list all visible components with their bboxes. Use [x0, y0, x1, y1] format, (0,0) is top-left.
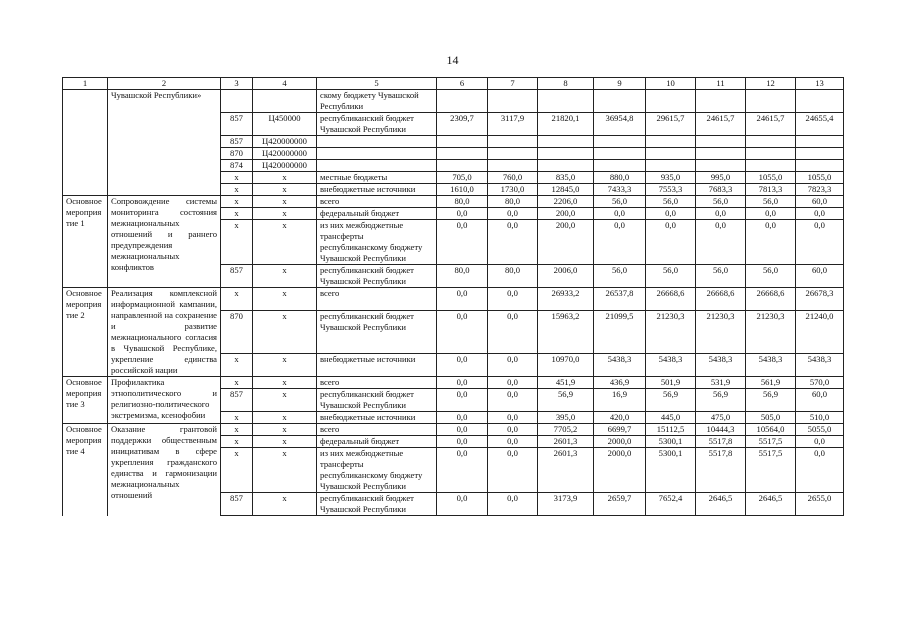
administrator-code: 857: [221, 389, 253, 412]
year-value: 0,0: [488, 220, 538, 265]
activity-name: Основное мероприятие 4: [63, 424, 108, 516]
year-value: 0,0: [437, 424, 488, 436]
year-value: 2000,0: [594, 436, 646, 448]
page-number: 14: [446, 53, 459, 67]
activity-description: Сопровождение системы мониторинга состояния межнациональных отношений и раннего предупреждения межнациональных конфликтов: [108, 196, 221, 288]
funding-source: республиканский бюджет Чувашской Республики: [317, 310, 437, 354]
year-value: [488, 160, 538, 172]
funding-source: всего: [317, 377, 437, 389]
year-value: 0,0: [646, 208, 696, 220]
year-value: 501,9: [646, 377, 696, 389]
year-value: 2601,3: [538, 448, 594, 493]
year-value: 21240,0: [796, 310, 844, 354]
year-value: [796, 90, 844, 113]
year-value: 1055,0: [796, 172, 844, 184]
year-value: 80,0: [488, 265, 538, 288]
year-value: 995,0: [696, 172, 746, 184]
administrator-code: [221, 90, 253, 113]
year-value: [746, 90, 796, 113]
administrator-code: х: [221, 377, 253, 389]
year-value: 60,0: [796, 265, 844, 288]
year-value: 7652,4: [646, 493, 696, 516]
year-value: 5438,3: [646, 354, 696, 377]
year-value: 5517,5: [746, 436, 796, 448]
year-value: 56,9: [746, 389, 796, 412]
year-value: [646, 160, 696, 172]
activity-description: Реализация комплексной информационной кампании, направленной на сохранение и развитие межнационального согласия в Чувашской Республике, укрепление единства российской нации: [108, 288, 221, 377]
administrator-code: х: [221, 184, 253, 196]
column-header: 11: [696, 78, 746, 90]
year-value: [646, 136, 696, 148]
year-value: [646, 148, 696, 160]
year-value: 7553,3: [646, 184, 696, 196]
year-value: 6699,7: [594, 424, 646, 436]
year-value: 0,0: [796, 448, 844, 493]
year-value: 880,0: [594, 172, 646, 184]
year-value: 26668,6: [746, 288, 796, 311]
year-value: 0,0: [437, 220, 488, 265]
year-value: 5517,8: [696, 436, 746, 448]
year-value: 0,0: [437, 493, 488, 516]
year-value: [594, 148, 646, 160]
year-value: 56,0: [646, 265, 696, 288]
year-value: 0,0: [696, 208, 746, 220]
administrator-code: 857: [221, 493, 253, 516]
year-value: 21820,1: [538, 113, 594, 136]
administrator-code: х: [221, 172, 253, 184]
year-value: 80,0: [437, 265, 488, 288]
year-value: 2655,0: [796, 493, 844, 516]
year-value: 0,0: [437, 354, 488, 377]
funding-source: внебюджетные источники: [317, 412, 437, 424]
year-value: 0,0: [437, 208, 488, 220]
year-value: 0,0: [437, 310, 488, 354]
table-row: [63, 196, 844, 208]
administrator-code: х: [221, 208, 253, 220]
year-value: 2000,0: [594, 448, 646, 493]
year-value: [538, 90, 594, 113]
year-value: 5438,3: [696, 354, 746, 377]
year-value: 5517,5: [746, 448, 796, 493]
funding-source: республиканский бюджет Чувашской Республики: [317, 389, 437, 412]
year-value: 56,9: [646, 389, 696, 412]
year-value: 0,0: [437, 389, 488, 412]
target-code: [253, 90, 317, 113]
year-value: 60,0: [796, 196, 844, 208]
year-value: 10970,0: [538, 354, 594, 377]
administrator-code: х: [221, 196, 253, 208]
funding-source: местные бюджеты: [317, 172, 437, 184]
year-value: 80,0: [437, 196, 488, 208]
year-value: 570,0: [796, 377, 844, 389]
year-value: 0,0: [594, 220, 646, 265]
year-value: 56,0: [696, 265, 746, 288]
year-value: 29615,7: [646, 113, 696, 136]
administrator-code: х: [221, 220, 253, 265]
year-value: 510,0: [796, 412, 844, 424]
year-value: 26537,8: [594, 288, 646, 311]
funding-source: [317, 136, 437, 148]
administrator-code: х: [221, 412, 253, 424]
column-header: 12: [746, 78, 796, 90]
year-value: 0,0: [646, 220, 696, 265]
year-value: [538, 160, 594, 172]
funding-source: всего: [317, 288, 437, 311]
column-header: 1: [63, 78, 108, 90]
administrator-code: 857: [221, 113, 253, 136]
activity-name: Основное мероприятие 2: [63, 288, 108, 377]
year-value: 7433,3: [594, 184, 646, 196]
year-value: [437, 148, 488, 160]
activity-name: Основное мероприятие 1: [63, 196, 108, 288]
column-header: 10: [646, 78, 696, 90]
year-value: 21099,5: [594, 310, 646, 354]
year-value: 26668,6: [696, 288, 746, 311]
year-value: 0,0: [488, 412, 538, 424]
table-row: [63, 424, 844, 436]
year-value: [437, 160, 488, 172]
funding-source: федеральный бюджет: [317, 208, 437, 220]
funding-source: внебюджетные источники: [317, 184, 437, 196]
year-value: [488, 148, 538, 160]
column-header: 4: [253, 78, 317, 90]
target-code: х: [253, 310, 317, 354]
funding-source: федеральный бюджет: [317, 436, 437, 448]
year-value: 475,0: [696, 412, 746, 424]
year-value: 7813,3: [746, 184, 796, 196]
target-code: Ц450000: [253, 113, 317, 136]
year-value: [796, 148, 844, 160]
year-value: 2601,3: [538, 436, 594, 448]
year-value: 0,0: [437, 448, 488, 493]
administrator-code: х: [221, 354, 253, 377]
year-value: [746, 136, 796, 148]
year-value: 0,0: [488, 377, 538, 389]
year-value: 0,0: [488, 389, 538, 412]
administrator-code: х: [221, 288, 253, 311]
year-value: 0,0: [796, 220, 844, 265]
year-value: 5300,1: [646, 448, 696, 493]
funding-source: внебюджетные источники: [317, 354, 437, 377]
target-code: х: [253, 354, 317, 377]
year-value: 56,0: [594, 265, 646, 288]
year-value: 445,0: [646, 412, 696, 424]
column-header: 6: [437, 78, 488, 90]
year-value: 2309,7: [437, 113, 488, 136]
year-value: 0,0: [594, 208, 646, 220]
year-value: 0,0: [488, 424, 538, 436]
year-value: 56,0: [646, 196, 696, 208]
year-value: 10564,0: [746, 424, 796, 436]
year-value: 0,0: [488, 208, 538, 220]
year-value: [696, 136, 746, 148]
column-header: 2: [108, 78, 221, 90]
year-value: 56,0: [594, 196, 646, 208]
activity-name: [63, 90, 108, 196]
year-value: 2006,0: [538, 265, 594, 288]
year-value: 56,0: [746, 196, 796, 208]
year-value: 2659,7: [594, 493, 646, 516]
funding-source: всего: [317, 424, 437, 436]
year-value: 24615,7: [696, 113, 746, 136]
year-value: [437, 90, 488, 113]
activity-description: Оказание грантовой поддержки общественным инициативам в сфере укрепления гражданского единства и гармонизации межнациональных отношений: [108, 424, 221, 516]
column-header: 13: [796, 78, 844, 90]
year-value: 0,0: [437, 436, 488, 448]
year-value: 5438,3: [796, 354, 844, 377]
year-value: 1730,0: [488, 184, 538, 196]
year-value: 26678,3: [796, 288, 844, 311]
funding-source: всего: [317, 196, 437, 208]
year-value: 0,0: [796, 208, 844, 220]
target-code: х: [253, 196, 317, 208]
year-value: [437, 136, 488, 148]
year-value: 760,0: [488, 172, 538, 184]
administrator-code: 870: [221, 148, 253, 160]
table-row: [63, 377, 844, 389]
funding-source: [317, 160, 437, 172]
year-value: 0,0: [437, 288, 488, 311]
administrator-code: х: [221, 448, 253, 493]
target-code: х: [253, 172, 317, 184]
year-value: [594, 90, 646, 113]
administrator-code: 870: [221, 310, 253, 354]
year-value: 26668,6: [646, 288, 696, 311]
target-code: Ц420000000: [253, 160, 317, 172]
table-header: [63, 78, 844, 90]
year-value: [488, 136, 538, 148]
year-value: 0,0: [488, 436, 538, 448]
year-value: [594, 136, 646, 148]
year-value: 5438,3: [746, 354, 796, 377]
year-value: [696, 90, 746, 113]
target-code: х: [253, 220, 317, 265]
year-value: 0,0: [437, 412, 488, 424]
year-value: 531,9: [696, 377, 746, 389]
year-value: 835,0: [538, 172, 594, 184]
year-value: 935,0: [646, 172, 696, 184]
year-value: 0,0: [796, 436, 844, 448]
target-code: х: [253, 436, 317, 448]
administrator-code: 874: [221, 160, 253, 172]
year-value: 451,9: [538, 377, 594, 389]
target-code: х: [253, 377, 317, 389]
target-code: х: [253, 412, 317, 424]
year-value: 60,0: [796, 389, 844, 412]
year-value: 15963,2: [538, 310, 594, 354]
budget-table: [62, 77, 844, 516]
activity-description: Профилактика этнополитического и религиозно-политического экстремизма, ксенофобии: [108, 377, 221, 424]
year-value: 0,0: [437, 377, 488, 389]
table-row: [63, 288, 844, 311]
year-value: 0,0: [488, 310, 538, 354]
target-code: х: [253, 288, 317, 311]
activity-name: Основное мероприятие 3: [63, 377, 108, 424]
year-value: 36954,8: [594, 113, 646, 136]
year-value: [796, 136, 844, 148]
column-header: 7: [488, 78, 538, 90]
year-value: 1610,0: [437, 184, 488, 196]
year-value: 5517,8: [696, 448, 746, 493]
year-value: [796, 160, 844, 172]
year-value: 395,0: [538, 412, 594, 424]
year-value: 56,0: [746, 265, 796, 288]
year-value: [746, 160, 796, 172]
year-value: 56,9: [538, 389, 594, 412]
target-code: Ц420000000: [253, 136, 317, 148]
year-value: 0,0: [488, 493, 538, 516]
year-value: 2206,0: [538, 196, 594, 208]
funding-source: из них межбюджетные трансферты республиканскому бюджету Чувашской Республики: [317, 220, 437, 265]
target-code: х: [253, 424, 317, 436]
column-header: 3: [221, 78, 253, 90]
year-value: 3117,9: [488, 113, 538, 136]
funding-source: республиканский бюджет Чувашской Республики: [317, 493, 437, 516]
funding-source: из них межбюджетные трансферты республиканскому бюджету Чувашской Республики: [317, 448, 437, 493]
year-value: 1055,0: [746, 172, 796, 184]
administrator-code: х: [221, 424, 253, 436]
table-row: [63, 90, 844, 113]
year-value: 200,0: [538, 208, 594, 220]
year-value: 200,0: [538, 220, 594, 265]
year-value: 3173,9: [538, 493, 594, 516]
year-value: 15112,5: [646, 424, 696, 436]
year-value: 12845,0: [538, 184, 594, 196]
year-value: 21230,3: [646, 310, 696, 354]
year-value: [538, 136, 594, 148]
year-value: 21230,3: [746, 310, 796, 354]
funding-source: республиканский бюджет Чувашской Республики: [317, 113, 437, 136]
year-value: [594, 160, 646, 172]
year-value: [488, 90, 538, 113]
year-value: 0,0: [696, 220, 746, 265]
column-header: 5: [317, 78, 437, 90]
year-value: 80,0: [488, 196, 538, 208]
year-value: 0,0: [746, 208, 796, 220]
activity-description: Чувашской Республики»: [108, 90, 221, 196]
year-value: [746, 148, 796, 160]
year-value: 21230,3: [696, 310, 746, 354]
year-value: 420,0: [594, 412, 646, 424]
administrator-code: 857: [221, 265, 253, 288]
year-value: 505,0: [746, 412, 796, 424]
year-value: 7705,2: [538, 424, 594, 436]
funding-source: республиканский бюджет Чувашской Республики: [317, 265, 437, 288]
target-code: Ц420000000: [253, 148, 317, 160]
year-value: 5438,3: [594, 354, 646, 377]
year-value: 56,9: [696, 389, 746, 412]
year-value: 26933,2: [538, 288, 594, 311]
year-value: [646, 90, 696, 113]
year-value: 2646,5: [746, 493, 796, 516]
year-value: 0,0: [488, 354, 538, 377]
column-header: 9: [594, 78, 646, 90]
year-value: 24655,4: [796, 113, 844, 136]
year-value: [696, 148, 746, 160]
year-value: 0,0: [746, 220, 796, 265]
funding-source: [317, 148, 437, 160]
year-value: 24615,7: [746, 113, 796, 136]
year-value: 10444,3: [696, 424, 746, 436]
year-value: 436,9: [594, 377, 646, 389]
target-code: х: [253, 389, 317, 412]
target-code: х: [253, 265, 317, 288]
year-value: 0,0: [488, 448, 538, 493]
year-value: [696, 160, 746, 172]
year-value: [538, 148, 594, 160]
year-value: 5055,0: [796, 424, 844, 436]
year-value: 56,0: [696, 196, 746, 208]
table-body: [63, 90, 844, 516]
year-value: 0,0: [488, 288, 538, 311]
year-value: 705,0: [437, 172, 488, 184]
year-value: 16,9: [594, 389, 646, 412]
year-value: 2646,5: [696, 493, 746, 516]
year-value: 5300,1: [646, 436, 696, 448]
year-value: 7683,3: [696, 184, 746, 196]
administrator-code: х: [221, 436, 253, 448]
administrator-code: 857: [221, 136, 253, 148]
target-code: х: [253, 184, 317, 196]
year-value: 7823,3: [796, 184, 844, 196]
year-value: 561,9: [746, 377, 796, 389]
target-code: х: [253, 493, 317, 516]
target-code: х: [253, 448, 317, 493]
funding-source: скому бюджету Чувашской Республики: [317, 90, 437, 113]
target-code: х: [253, 208, 317, 220]
column-header: 8: [538, 78, 594, 90]
